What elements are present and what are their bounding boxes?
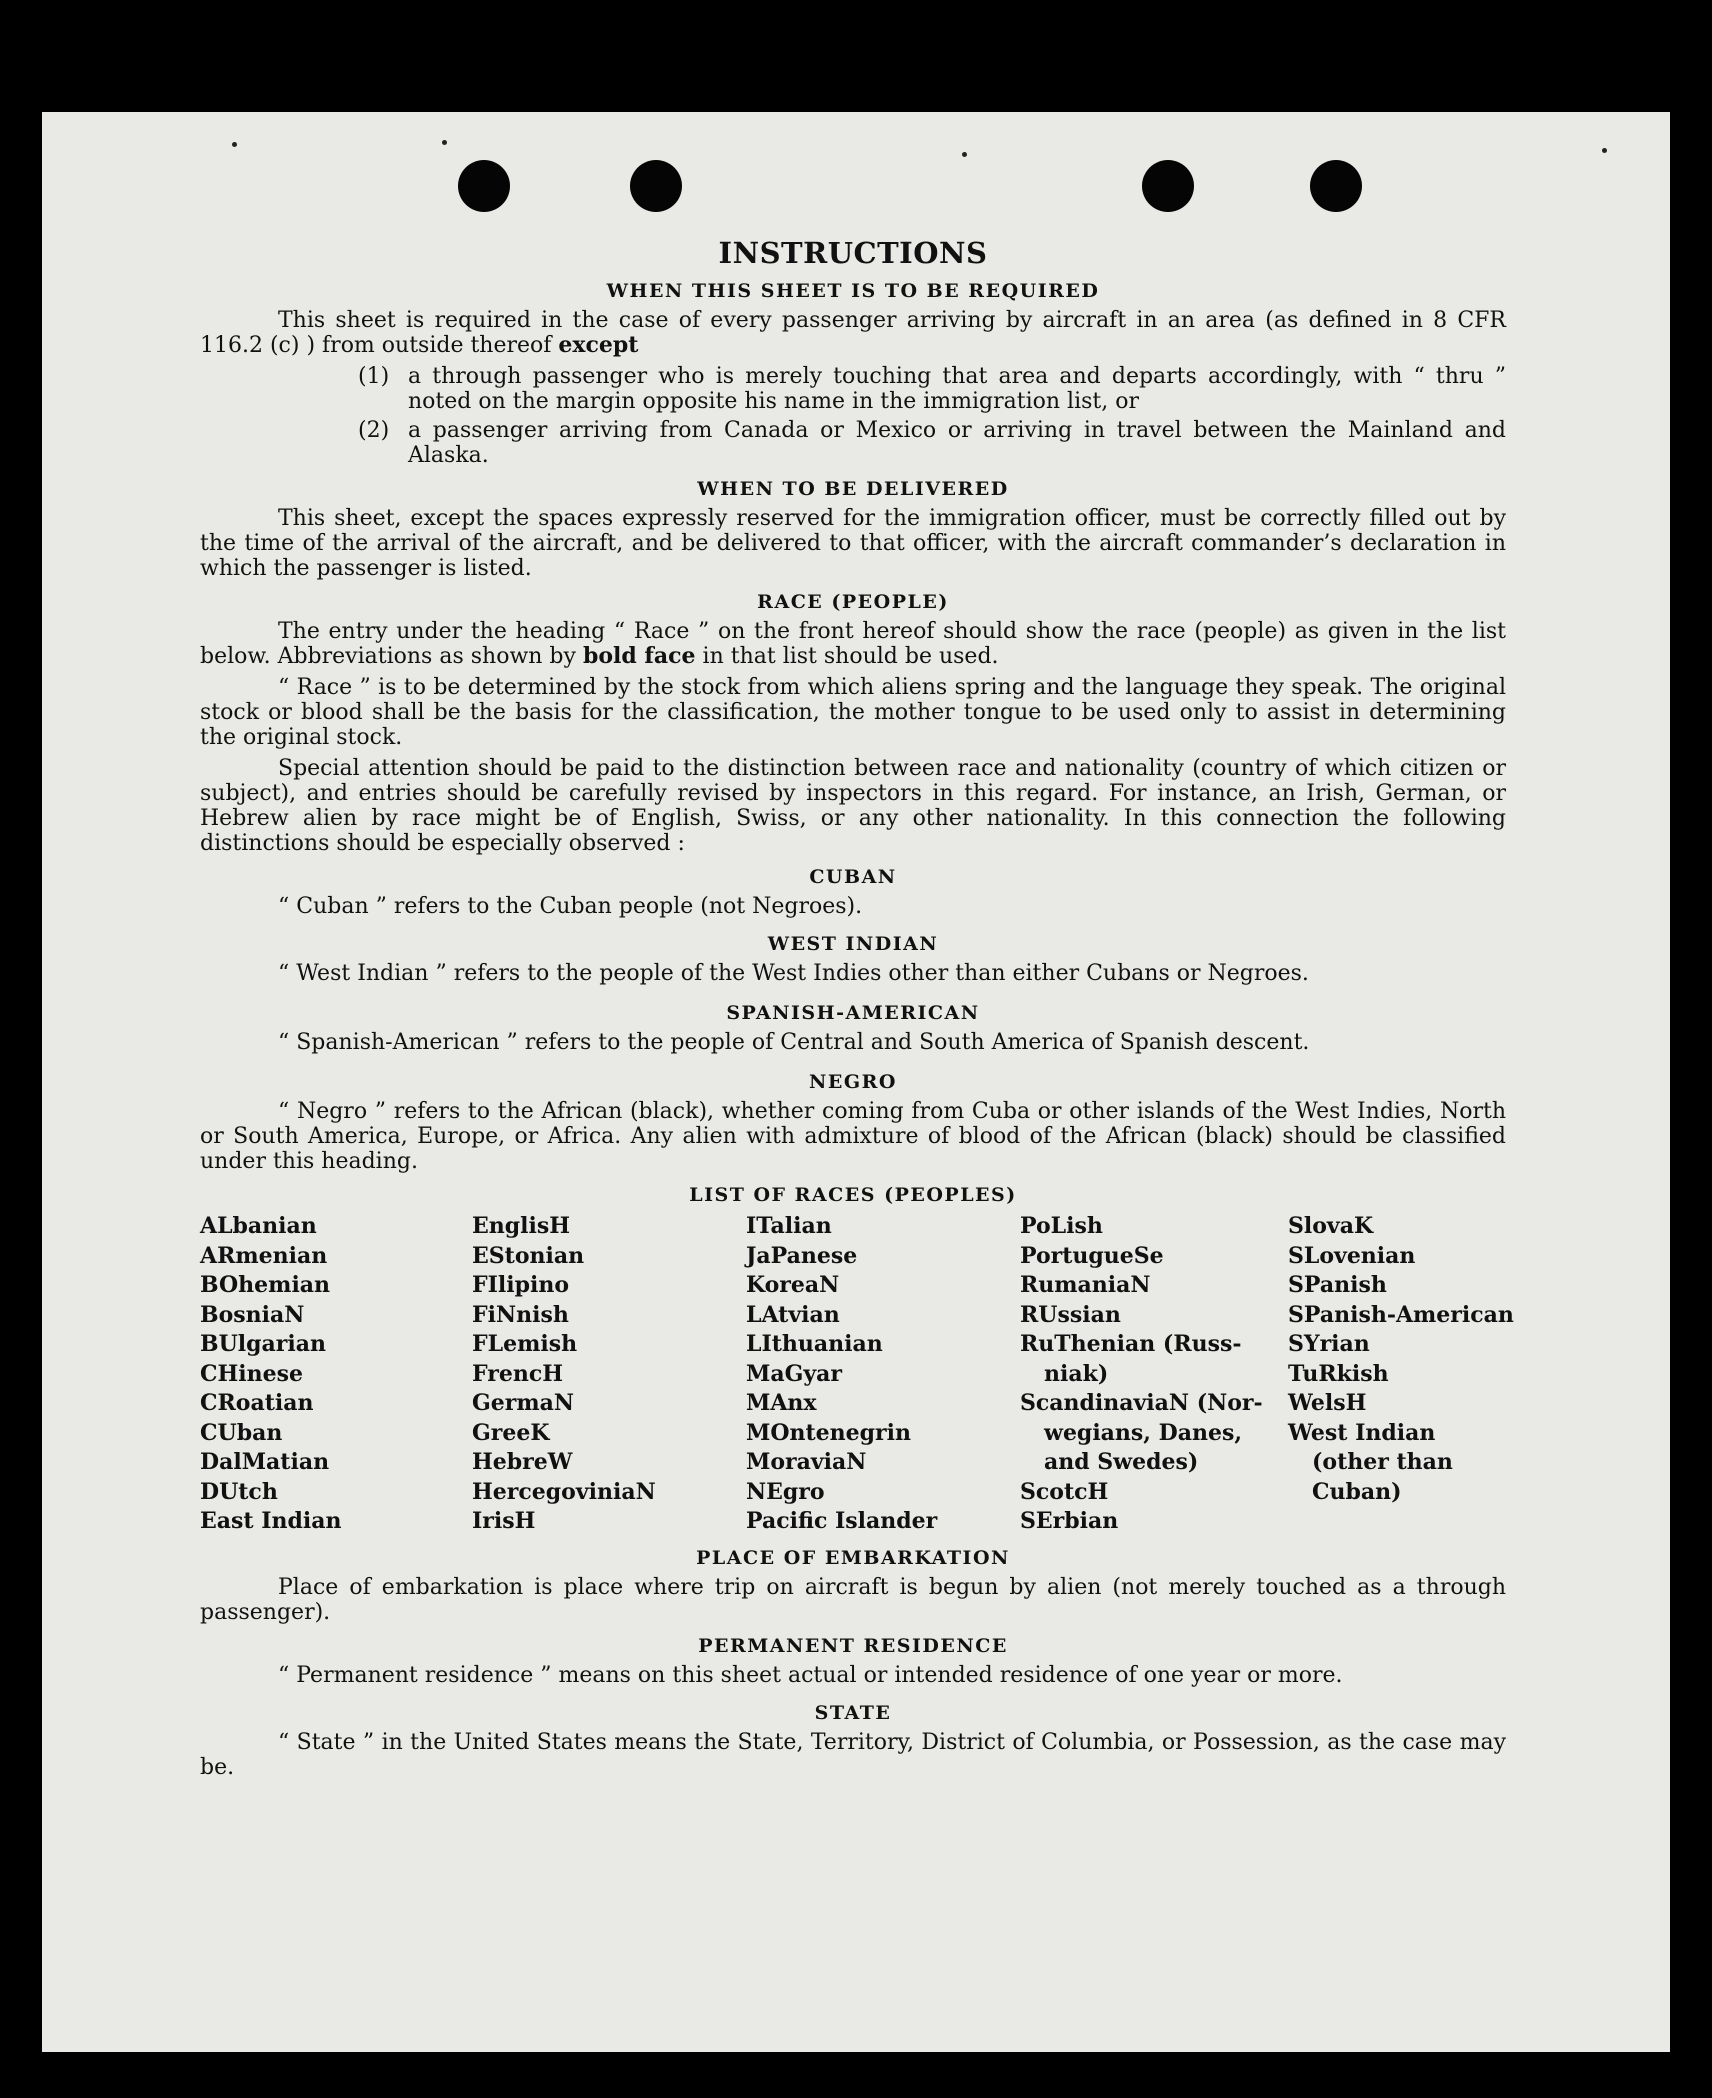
section-heading-residence: PERMANENT RESIDENCE — [698, 1634, 1008, 1657]
race-column — [472, 1212, 746, 1537]
race-entry: SlovaK — [1288, 1213, 1374, 1239]
race-entry: FiNnish — [472, 1301, 569, 1328]
race-entry: LIthuanian — [746, 1331, 883, 1357]
race-entry: FLemish — [472, 1331, 578, 1357]
race-entry: PortugueSe — [1020, 1242, 1164, 1269]
exception-text: a passenger arriving from Canada or Mexico or arriving in travel between the Mainland and Alaska. — [408, 418, 1506, 468]
race-column — [200, 1212, 472, 1537]
race-entry: EStonian — [472, 1242, 585, 1269]
race-entry: GermaN — [472, 1390, 575, 1416]
exception-number: (2) — [358, 418, 390, 443]
race-entry: LAtvian — [746, 1301, 840, 1328]
race-column — [1288, 1212, 1514, 1537]
race-column — [1020, 1212, 1288, 1537]
required-paragraph: This sheet is required in the case of every passenger arriving by aircraft in an area (as defined in 8 CFR 116.2 (c) ) from outside thereof except — [200, 308, 1506, 358]
instructions-content — [200, 232, 1514, 1786]
race-entry: MaGyar — [746, 1360, 843, 1387]
embarkation-paragraph: Place of embarkation is place where trip on aircraft is begun by alien (not merely touched as a through passenger). — [200, 1574, 1506, 1625]
race-entry: East Indian — [200, 1508, 342, 1534]
race-entry: NEgro — [746, 1478, 825, 1505]
exception-item — [358, 364, 1506, 414]
punch-hole — [458, 160, 510, 212]
race-entry: BosniaN — [200, 1301, 305, 1328]
punch-hole — [1142, 160, 1194, 212]
race-entry: EnglisH — [472, 1213, 571, 1239]
section-heading-negro: NEGRO — [809, 1071, 897, 1093]
section-heading-races-list: LIST OF RACES (PEOPLES) — [689, 1184, 1017, 1206]
section-heading-west-indian: WEST INDIAN — [767, 933, 939, 955]
races-list — [200, 1212, 1514, 1537]
west-indian-paragraph: “ West Indian ” refers to the people of the West Indies other than either Cubans or Negroes. — [278, 961, 1309, 986]
race-entry: SPanish — [1288, 1272, 1387, 1298]
race-entry: CHinese — [200, 1360, 304, 1387]
section-heading-cuban: CUBAN — [809, 866, 897, 888]
race-entry: DUtch — [200, 1478, 278, 1505]
speck — [962, 152, 967, 157]
race-entry: MoraviaN — [746, 1449, 867, 1475]
race-entry: CUban — [200, 1419, 283, 1446]
section-heading-state: STATE — [814, 1701, 892, 1724]
section-heading-race: RACE (PEOPLE) — [757, 591, 949, 613]
race-entry: ALbanian — [200, 1213, 317, 1239]
residence-paragraph: “ Permanent residence ” means on this sheet actual or intended residence of one year or more. — [278, 1662, 1343, 1688]
race-entry: WelsH — [1288, 1390, 1367, 1416]
race-entry: HebreW — [472, 1449, 573, 1475]
race-entry: TuRkish — [1288, 1360, 1389, 1387]
race-entry: Pacific Islander — [746, 1508, 938, 1534]
race-entry: RUssian — [1020, 1301, 1121, 1328]
race-entry: BOhemian — [200, 1272, 331, 1298]
race-entry: SLovenian — [1288, 1242, 1416, 1269]
delivered-paragraph: This sheet, except the spaces expressly reserved for the immigration officer, must be correctly filled out by the time of the arrival of the aircraft, and be delivered to that officer, with the aircraft commander’s declaration in which the passenger is listed. — [200, 506, 1506, 581]
state-paragraph: “ State ” in the United States means the State, Territory, District of Columbia, or Possession, as the case may be. — [200, 1729, 1506, 1780]
race-entry: MOntenegrin — [746, 1419, 911, 1446]
race-entry: ITalian — [746, 1213, 832, 1239]
speck — [232, 142, 237, 147]
race-paragraph-1: The entry under the heading “ Race ” on the front hereof should show the race (people) as given in the list below. Abbreviations as shown by bold face in that list should be used. — [200, 619, 1506, 669]
race-entry: SPanish-American — [1288, 1301, 1514, 1328]
exception-item — [358, 418, 1506, 468]
section-heading-delivered: WHEN TO BE DELIVERED — [697, 478, 1009, 500]
race-entry: GreeK — [472, 1419, 550, 1446]
race-paragraph-2: “ Race ” is to be determined by the stock from which aliens spring and the language they speak. The original stock or blood shall be the basis for the classification, the mother tongue to be used only to assist in determining the original stock. — [200, 675, 1506, 750]
exception-text: a through passenger who is merely touching that area and departs accordingly, with “ thru ” noted on the margin opposite his name in the immigration list, or — [408, 364, 1506, 414]
punch-hole — [1310, 160, 1362, 212]
exception-number: (1) — [358, 364, 390, 389]
race-entry: ScotcH — [1020, 1478, 1109, 1505]
race-entry: JaPanese — [746, 1242, 858, 1269]
section-heading-embarkation: PLACE OF EMBARKATION — [696, 1546, 1010, 1569]
race-entry: West Indian (other than Cuban) — [1288, 1419, 1453, 1505]
race-entry: ARmenian — [200, 1242, 328, 1269]
cuban-paragraph: “ Cuban ” refers to the Cuban people (not Negroes). — [278, 894, 863, 919]
race-paragraph-3: Special attention should be paid to the distinction between race and nationality (country of which citizen or subject), and entries should be carefully revised by inspectors in this regard. For instance, an Irish, German, or Hebrew alien by race might be of English, Swiss, or any other nationality. In this connection the following distinctions should be especially observed : — [200, 756, 1506, 856]
race-entry: SErbian — [1020, 1508, 1119, 1534]
race-entry: FrencH — [472, 1360, 563, 1387]
page-title: INSTRUCTIONS — [718, 236, 988, 270]
race-entry: RumaniaN — [1020, 1272, 1151, 1298]
race-entry: MAnx — [746, 1390, 817, 1416]
race-entry: BUlgarian — [200, 1331, 326, 1357]
race-entry: CRoatian — [200, 1390, 314, 1416]
section-heading-required: WHEN THIS SHEET IS TO BE REQUIRED — [606, 280, 1100, 302]
speck — [442, 140, 447, 145]
race-entry: ScandinaviaN (Nor-wegians, Danes, and Swedes) — [1020, 1390, 1263, 1475]
race-entry: SYrian — [1288, 1331, 1370, 1357]
race-entry: HercegoviniaN — [472, 1478, 656, 1505]
race-entry: KoreaN — [746, 1272, 840, 1298]
race-entry: IrisH — [472, 1508, 536, 1534]
race-entry: PoLish — [1020, 1213, 1103, 1239]
race-column — [746, 1212, 1020, 1537]
punch-hole — [630, 160, 682, 212]
race-entry: DalMatian — [200, 1449, 330, 1475]
race-entry: RuThenian (Russ-niak) — [1020, 1331, 1242, 1387]
speck — [1602, 148, 1607, 153]
race-entry: FIlipino — [472, 1272, 570, 1298]
negro-paragraph: “ Negro ” refers to the African (black), whether coming from Cuba or other islands of the West Indies, North or South America, Europe, or Africa. Any alien with admixture of blood of the African (black) should be classified under this heading. — [200, 1099, 1506, 1174]
section-heading-spanish-american: SPANISH-AMERICAN — [726, 1002, 980, 1024]
spanish-american-paragraph: “ Spanish-American ” refers to the people of Central and South America of Spanish descent. — [278, 1030, 1310, 1055]
